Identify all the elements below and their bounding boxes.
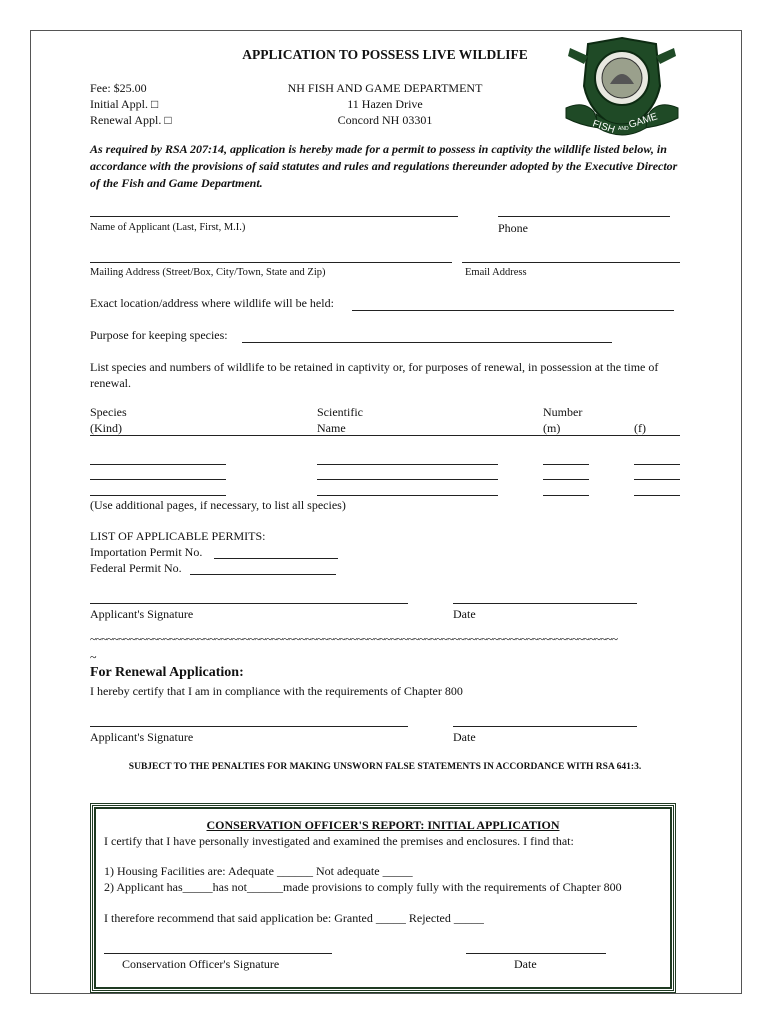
mailing-line[interactable] bbox=[90, 262, 452, 263]
renewal-date-label: Date bbox=[453, 730, 476, 744]
penalty-notice: SUBJECT TO THE PENALTIES FOR MAKING UNSWORN FALSE STATEMENTS IN ACCORDANCE WITH RSA 641:3. bbox=[128, 762, 642, 772]
report-recommend: I therefore recommend that said application be: Granted _____ Rejected _____ bbox=[104, 911, 484, 925]
phone-line[interactable] bbox=[498, 216, 670, 217]
applicant-signature-line[interactable] bbox=[90, 603, 408, 604]
mailing-label: Mailing Address (Street/Box, City/Town, State and Zip) bbox=[90, 267, 326, 278]
purpose-label: Purpose for keeping species: bbox=[90, 328, 228, 342]
species-row-2-male[interactable] bbox=[543, 479, 589, 480]
species-row-3-name[interactable] bbox=[317, 495, 498, 496]
dept-name: NH FISH AND GAME DEPARTMENT bbox=[287, 81, 483, 95]
name-label: Name of Applicant (Last, First, M.I.) bbox=[90, 222, 246, 233]
federal-permit-line[interactable] bbox=[190, 574, 336, 575]
species-row-1-kind[interactable] bbox=[90, 464, 226, 465]
applicant-date-line[interactable] bbox=[453, 603, 637, 604]
species-row-2-kind[interactable] bbox=[90, 479, 226, 480]
species-row-1-name[interactable] bbox=[317, 464, 498, 465]
species-row-3-male[interactable] bbox=[543, 495, 589, 496]
permits-header: LIST OF APPLICABLE PERMITS: bbox=[90, 529, 266, 543]
species-row-2-female[interactable] bbox=[634, 479, 680, 480]
renewal-certify: I hereby certify that I am in compliance with the requirements of Chapter 800 bbox=[90, 684, 463, 698]
species-header-underline bbox=[90, 435, 680, 436]
col-male-label: (m) bbox=[543, 421, 561, 435]
applicant-signature-label: Applicant's Signature bbox=[90, 607, 194, 621]
officer-signature-line[interactable] bbox=[104, 953, 332, 954]
form-title: APPLICATION TO POSSESS LIVE WILDLIFE bbox=[242, 47, 528, 62]
location-line[interactable] bbox=[352, 310, 674, 311]
renewal-appl-checkbox[interactable]: Renewal Appl. □ bbox=[90, 113, 172, 127]
report-certify: I certify that I have personally investigated and examined the premises and enclosures. I find that: bbox=[104, 834, 574, 848]
seal-and-text: AND bbox=[618, 126, 629, 132]
list-instructions: List species and numbers of wildlife to be retained in captivity or, for purposes of renewal, in possession at the time of renewal. bbox=[90, 360, 659, 390]
col-female-label: (f) bbox=[634, 421, 646, 435]
fee-text: Fee: $25.00 bbox=[90, 81, 147, 95]
col-species-label: Species bbox=[90, 405, 127, 419]
applicant-date-label: Date bbox=[453, 607, 476, 621]
renewal-signature-line[interactable] bbox=[90, 726, 408, 727]
officer-date-label: Date bbox=[514, 957, 537, 971]
officer-date-line[interactable] bbox=[466, 953, 606, 954]
email-line[interactable] bbox=[462, 262, 680, 263]
seal-game-text: GAME bbox=[627, 111, 659, 131]
renewal-signature-label: Applicant's Signature bbox=[90, 730, 194, 744]
report-housing: 1) Housing Facilities are: Adequate ______ Not adequate _____ bbox=[104, 864, 413, 878]
initial-appl-checkbox[interactable]: Initial Appl. □ bbox=[90, 97, 159, 111]
intro-paragraph: As required by RSA 207:14, application is hereby made for a permit to possess in captivity the wildlife listed below, in accordance with the provisions of said statutes and rules and regulations thereunder adopted by the Executive Director of the Fish and Game Department. bbox=[90, 142, 678, 190]
species-row-3-kind[interactable] bbox=[90, 495, 226, 496]
dept-street: 11 Hazen Drive bbox=[347, 97, 423, 111]
officer-signature-label: Conservation Officer's Signature bbox=[122, 957, 280, 971]
renewal-header: For Renewal Application: bbox=[90, 665, 244, 680]
location-label: Exact location/address where wildlife will be held: bbox=[90, 296, 334, 310]
federal-permit-label: Federal Permit No. bbox=[90, 561, 182, 575]
species-row-3-female[interactable] bbox=[634, 495, 680, 496]
email-label: Email Address bbox=[465, 267, 527, 278]
species-row-2-name[interactable] bbox=[317, 479, 498, 480]
fish-and-game-seal-icon bbox=[564, 34, 680, 138]
col-kind-label: (Kind) bbox=[90, 421, 122, 435]
col-number-label: Number bbox=[543, 405, 583, 419]
importation-permit-line[interactable] bbox=[214, 558, 338, 559]
species-row-1-male[interactable] bbox=[543, 464, 589, 465]
importation-permit-label: Importation Permit No. bbox=[90, 545, 203, 559]
renewal-date-line[interactable] bbox=[453, 726, 637, 727]
phone-label: Phone bbox=[498, 221, 528, 235]
col-scientific-label: Scientific bbox=[317, 405, 363, 419]
purpose-line[interactable] bbox=[242, 342, 612, 343]
species-row-1-female[interactable] bbox=[634, 464, 680, 465]
tilde-separator: ~~~~~~~~~~~~~~~~~~~~~~~~~~~~~~~~~~~~~~~~~~~~~~~~~~~~~~~~~~~~~~~~~~~~~~~~~~~~~~~~~~~~~~~~~~~~~ bbox=[90, 634, 618, 646]
tilde-separator-tail: ~ bbox=[90, 650, 97, 664]
report-provisions: 2) Applicant has_____has not______made provisions to comply fully with the requirements of Chapter 800 bbox=[104, 880, 622, 894]
species-note: (Use additional pages, if necessary, to list all species) bbox=[90, 498, 346, 512]
col-name-label: Name bbox=[317, 421, 346, 435]
seal-fish-text: FISH bbox=[591, 118, 617, 136]
dept-city: Concord NH 03301 bbox=[337, 113, 433, 127]
report-header: CONSERVATION OFFICER'S REPORT: INITIAL APPLICATION bbox=[206, 818, 560, 832]
name-line[interactable] bbox=[90, 216, 458, 217]
